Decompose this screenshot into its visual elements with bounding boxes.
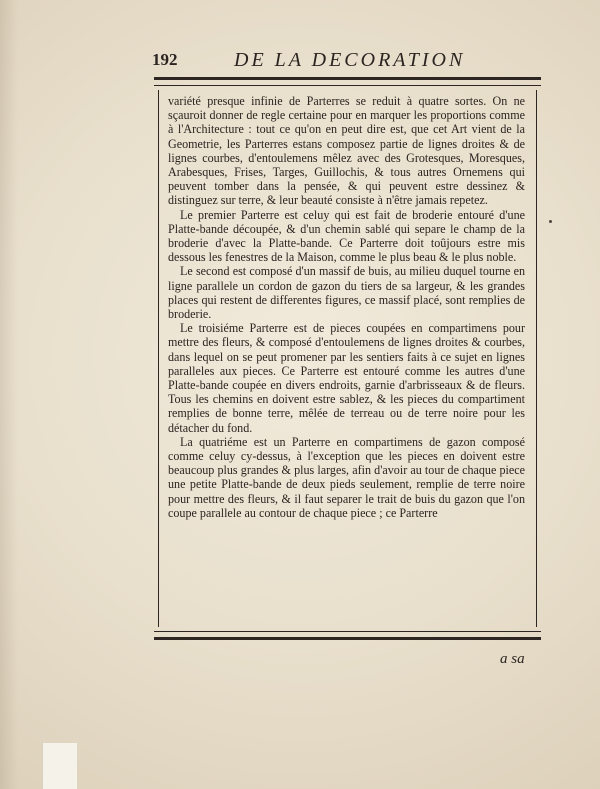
left-frame-rule [158,90,159,627]
text-frame [154,77,541,640]
paragraph-second-parterre: Le second est composé d'un massif de buis, au milieu duquel tourne en ligne parallele un cordon de gazon du tiers de sa largeur, & les grandes places qui restent de differentes figures, ce massif placé, sont remplies de broderie. [168,264,525,322]
paragraph-troisieme-parterre: Le troisiéme Parterre est de pieces coupées en compartimens pour mettre des fleurs, & composé d'entoulemens de lignes droites & courbes, dans lequel on se peut promener par les sentiers faits à ce sujet en lignes paralleles aux pieces. Ce Parterre est entouré comme les autres d'une Platte-bande coupée en divers endroits, garnie d'arbrisseaux & de fleurs. Tous les chemins en doivent estre sablez, & les pieces du compartiment remplies de bonne terre, mêlée de terreau ou de terre noire pour les détacher du fond. [168,321,525,435]
running-title: DE LA DECORATION [234,49,466,71]
page-number: 192 [152,50,178,69]
body-text [168,94,525,624]
page-edge-shadow [0,0,18,789]
paragraph-opening: variété presque infinie de Parterres se reduit à quatre sortes. On ne sçauroit donner de regle certaine pour en marquer les proportions comme à l'Architecture : tout ce qu'on en peut dire est, que cet Art vient de la Geometrie, les Parterres estans composez partie de lignes droites & de lignes courbes, d'entoulemens mêlez avec des Grotesques, Moresques, Arabesques, Frises, Targes, Guillochis, & tous autres Ornemens qui peuvent tomber dans la pensée, & qui peuvent estre dessinez & distinguez sur terre, & leur beauté consiste à n'être jamais repetez. [168,94,525,208]
right-frame-rule [536,90,537,627]
page-header [150,50,570,72]
paragraph-premier-parterre: Le premier Parterre est celuy qui est fait de broderie entouré d'une Platte-bande découpée, & d'un chemin sablé qui separe le champ de la broderie d'avec la Platte-bande. Ce Parterre doit toûjours estre mis dessous les fenestres de la Maison, comme le plus beau & le plus noble. [168,207,525,265]
margin-dot [549,220,552,223]
catchword: a sa [500,651,525,667]
paper-damage [42,743,77,789]
paragraph-quatrieme-parterre: La quatriéme est un Parterre en compartimens de gazon composé comme celuy cy-dessus, à l'exception que les pieces en doivent estre beaucoup plus grandes & plus larges, afin d'avoir au tour de chaque piece une petite Platte-bande de deux pieds seulement, remplie de terre noire pour mettre des fleurs, & il faut separer le trait de buis du gazon que l'on coupe parallele au contour de chaque piece ; ce Parterre [168,434,525,520]
